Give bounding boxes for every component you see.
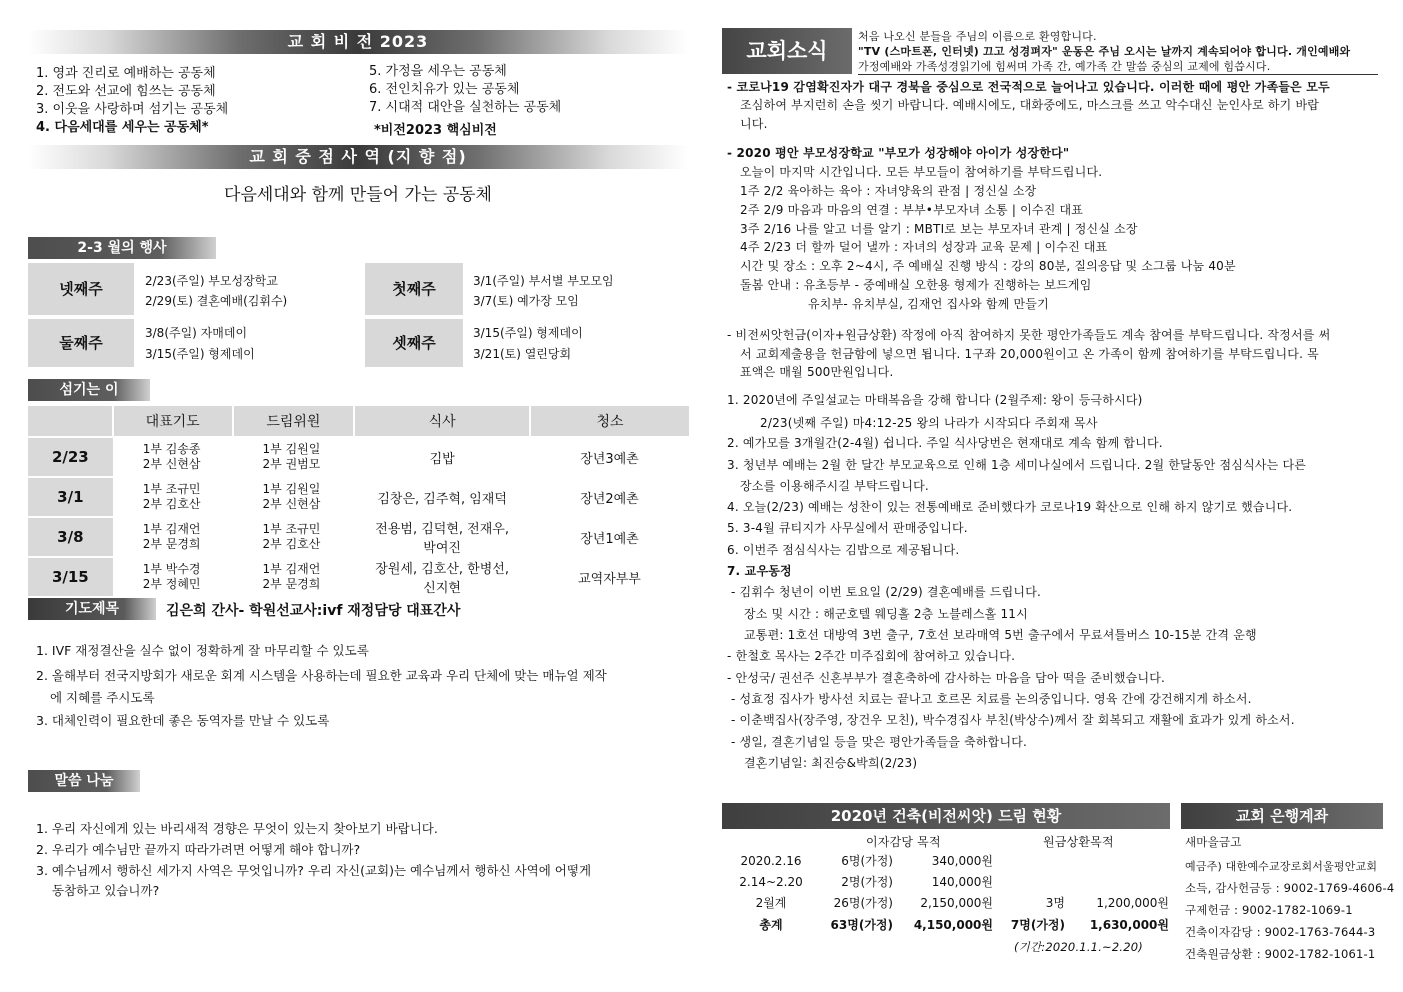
vision-title: 교 회 비 전 2023	[287, 32, 429, 51]
school-title: - 2020 평안 부모성장학교 "부모가 성장해야 아이가 성장한다"	[727, 146, 1070, 160]
bank-account: 소득, 감사헌금등 : 9002-1769-4606-4	[1185, 881, 1395, 895]
news-line: 1. 2020년에 주일설교는 마태복음을 강해 합니다 (2월주제: 왕이 등극하시다)	[727, 393, 1143, 407]
a-count: 6명(가정)	[841, 854, 893, 868]
news-line: - 성효정 집사가 방사선 치료는 끝나고 호르몬 치료를 논의중입니다. 영육 간에 강건해지게 하소서.	[731, 692, 1252, 706]
week-label: 넷째주	[28, 263, 134, 315]
news-line: 6. 이번주 점심식사는 김밥으로 제공됩니다.	[727, 543, 960, 557]
row-meal: 장원세, 김호산, 한병선, 신지현	[354, 557, 530, 596]
building-col-b: 원금상환목적	[1043, 835, 1114, 849]
intro-line: "TV (스마트폰, 인터넷) 끄고 성경펴자" 운동은 주님 오시는 날까지 계속되어야 합니다. 개인예배와	[858, 45, 1351, 58]
dream-2: 2부 신현삼	[262, 497, 321, 511]
servers-table	[28, 406, 689, 596]
table-row	[722, 850, 1170, 871]
row-dream	[233, 437, 355, 477]
dream-1: 1부 김원일	[262, 482, 321, 496]
building-title: 2020년 건축(비전씨앗) 드림 현황	[830, 807, 1062, 825]
row-clean: 장년2예촌	[530, 477, 689, 517]
period: 2.14~2.20	[739, 874, 803, 889]
servers-header-row	[28, 406, 689, 437]
news-line: 결혼기념일: 최진승&박희(2/23)	[744, 756, 918, 770]
prayer-1: 1부 김재언	[142, 522, 201, 536]
events-title: 2-3 월의 행사	[28, 237, 216, 259]
dream-1: 1부 김재언	[262, 562, 321, 576]
event-line: 2/29(토) 결혼예배(김휘수)	[145, 294, 288, 308]
school-line: 유치부- 유치부실, 김재언 집사와 함께 만들기	[808, 297, 1049, 311]
prayer-title: 기도제목	[28, 598, 156, 620]
event-line: 3/21(토) 열린당회	[473, 347, 572, 361]
school-line: 4주 2/23 더 할까 덜어 낼까 : 자녀의 성장과 교육 문제 | 이수진 대표	[740, 240, 1108, 254]
row-prayer	[113, 477, 233, 517]
table-row	[722, 871, 1170, 892]
dream-2: 2부 권범모	[262, 457, 321, 471]
table-row	[28, 557, 689, 596]
prayer-2: 2부 김호산	[142, 497, 201, 511]
event-line: 3/8(주일) 자매데이	[145, 326, 248, 340]
news-line: 2/23(넷째 주일) 마4:12-25 왕의 나라가 시작되다 주회재 목사	[760, 416, 1098, 430]
prayer-1: 1부 김송종	[142, 442, 201, 456]
vision-item: 7. 시대적 대안을 실천하는 공동체	[369, 100, 562, 115]
building-note: (기간:2020.1.1.~2.20)	[1014, 940, 1143, 954]
vision-item: 6. 전인치유가 있는 공동체	[369, 82, 520, 97]
event-line: 3/7(토) 예가장 모임	[473, 294, 579, 308]
prayer-2: 2부 문경희	[142, 537, 201, 551]
news-line: 4. 오늘(2/23) 예배는 성찬이 있는 전통예배로 준비했다가 코로나19 확산으로 인해 하지 않기로 했습니다.	[727, 500, 1293, 514]
week-label: 둘째주	[28, 319, 134, 367]
bank-title-bar	[1181, 803, 1383, 829]
a-count: 2명(가정)	[841, 875, 893, 889]
sharing-item: 2. 우리가 예수님만 끝까지 따라가려면 어떻게 해야 합니까?	[36, 842, 361, 857]
news-line: - 생일, 결혼기념일 등을 맞은 평안가족들을 축하합니다.	[731, 735, 1028, 749]
vision-item: 3. 이웃을 사랑하며 섬기는 공동체	[36, 102, 229, 117]
event-line: 3/1(주일) 부서별 부모모임	[473, 274, 614, 288]
row-dream	[233, 477, 355, 517]
vision-item: 1. 영과 진리로 예배하는 공동체	[36, 66, 216, 81]
prayer-2: 2부 신현삼	[142, 457, 201, 471]
event-line: 3/15(주일) 형제데이	[473, 326, 583, 340]
row-date: 3/8	[28, 517, 113, 557]
prayer-item: 에 지혜를 주시도록	[50, 690, 155, 705]
dream-2: 2부 김호산	[262, 537, 321, 551]
sharing-item: 동참하고 있습니까?	[52, 883, 160, 898]
header-meal: 식사	[354, 406, 530, 437]
event-line: 3/15(주일) 형제데이	[145, 347, 255, 361]
news-line: 7. 교우동정	[727, 564, 792, 578]
bank-account: 건축원금상환 : 9002-1782-1061-1	[1185, 947, 1376, 961]
row-meal: 김밥	[354, 437, 530, 477]
dream-2: 2부 문경희	[262, 577, 321, 591]
b-amount: 1,200,000원	[1096, 896, 1169, 910]
news-line: 니다.	[740, 117, 768, 131]
prayer-item: 2. 올해부터 전국지방회가 새로운 회계 시스템을 사용하는데 필요한 교육과 우리 단체에 맞는 매뉴얼 제작	[36, 668, 607, 683]
table-row	[722, 892, 1170, 913]
b-amount	[1066, 871, 1170, 892]
sharing-item: 3. 예수님께서 행하신 세가지 사역은 무엇입니까? 우리 자신(교회)는 예수님께서 행하신 사역에 어떻게	[36, 863, 592, 878]
a-amount: 340,000원	[931, 854, 993, 868]
intro-line: 가정예배와 가족성경읽기에 힘써며 가족 간, 예가족 간 말씀 중심의 교제에 힘씁시다.	[858, 60, 1271, 73]
school-line: 3주 2/16 나를 알고 너를 알기 : MBTI로 보는 부모자녀 관계 | 정신실 소장	[740, 222, 1138, 236]
bank-account: 건축이자감당 : 9002-1763-7644-3	[1185, 925, 1376, 939]
bank-title: 교회 은행계좌	[1235, 807, 1329, 825]
header-blank	[28, 406, 113, 437]
prayer-subject: 김은희 간사- 학원선교사:ivf 재정담당 대표간사	[166, 603, 461, 619]
servers-title: 섬기는 이	[28, 379, 150, 401]
prayer-2: 2부 정혜민	[142, 577, 201, 591]
news-line: - 비전씨앗헌금(이자+원금상환) 작정에 아직 참여하지 못한 평안가족들도 계속 참여를 부탁드립니다. 작정서를 써	[727, 328, 1331, 342]
vision-item-core: 4. 다음세대를 세우는 공동체*	[36, 120, 209, 135]
b-count	[994, 871, 1066, 892]
prayer-1: 1부 조규민	[142, 482, 201, 496]
period: 2월계	[755, 896, 787, 910]
vision-title-bar	[28, 30, 688, 54]
prayer-item: 1. IVF 재정결산을 실수 없이 정확하게 잘 마무리할 수 있도록	[36, 643, 369, 658]
news-line: 2. 예가모를 3개월간(2-4월) 쉽니다. 주일 식사당번은 현재대로 계속 함께 합니다.	[727, 436, 1163, 450]
sharing-item: 1. 우리 자신에게 있는 바리새적 경향은 무엇이 있는지 찾아보기 바랍니다.	[36, 821, 438, 836]
event-line: 2/23(주일) 부모성장학교	[145, 274, 278, 288]
dream-1: 1부 김원일	[262, 442, 321, 456]
row-prayer	[113, 437, 233, 477]
school-line: 오늘이 마지막 시간입니다. 모든 부모들이 참여하기를 부탁드립니다.	[740, 165, 1103, 179]
b-count: 7명(가정)	[1010, 917, 1065, 932]
a-amount: 140,000원	[931, 875, 993, 889]
news-line: - 한철호 목사는 2주간 미주집회에 참여하고 있습니다.	[727, 649, 1016, 663]
building-title-bar	[722, 803, 1170, 829]
row-clean: 장년3예촌	[530, 437, 689, 477]
vision-item: 2. 전도와 선교에 힘쓰는 공동체	[36, 84, 216, 99]
news-line: 장소 및 시간 : 해군호텔 웨딩홀 2층 노블레스홀 11시	[744, 607, 1028, 621]
a-count: 26명(가정)	[833, 896, 893, 910]
header-prayer: 대표기도	[113, 406, 233, 437]
header-clean: 청소	[530, 406, 689, 437]
news-line: - 코로나19 감염확진자가 대구 경북을 중심으로 전국적으로 늘어나고 있습니다. 이러한 때에 평안 가족들은 모두	[727, 80, 1330, 94]
b-amount: 1,630,000원	[1089, 917, 1169, 932]
a-amount: 4,150,000원	[913, 917, 993, 932]
b-count	[994, 850, 1066, 871]
b-amount	[1066, 850, 1170, 871]
building-col-a: 이자감당 목적	[866, 835, 941, 849]
focus-text: 다음세대와 함께 만들어 가는 공동체	[224, 185, 492, 205]
bank-holder: 예금주) 대한예수교장로회서울평안교회	[1185, 860, 1378, 873]
school-line: 돌봄 안내 : 유초등부 - 중예배실 오한용 형제가 진행하는 보드게임	[740, 278, 1092, 292]
focus-title: 교 회 중 점 사 역 (지 향 점)	[249, 147, 467, 166]
bank-account: 구제헌금 : 9002-1782-1069-1	[1185, 903, 1353, 917]
news-line: 5. 3-4월 큐티지가 사무실에서 판매중입니다.	[727, 521, 968, 535]
news-line: - 이춘백집사(장주영, 장건우 모친), 박수경집사 부친(박상수)께서 잘 회복되고 재활에 효과가 있게 하소서.	[731, 713, 1295, 727]
table-row	[28, 437, 689, 477]
b-count: 3명	[1045, 896, 1065, 910]
focus-title-bar	[28, 145, 688, 169]
news-line: 교통편: 1호선 대방역 3번 출구, 7호선 보라매역 5번 출구에서 무료셔틀버스 10-15분 간격 운행	[744, 628, 1257, 642]
prayer-1: 1부 박수경	[142, 562, 201, 576]
news-line: 3. 청년부 예배는 2월 한 달간 부모교육으로 인해 1층 세미나실에서 드립니다. 2월 한달동안 점심식사는 다른	[727, 458, 1307, 472]
row-clean: 교역자부부	[530, 557, 689, 596]
header-dream: 드림위원	[233, 406, 355, 437]
news-title: 교회소식	[746, 39, 828, 63]
news-intro	[858, 28, 1378, 75]
a-amount: 2,150,000원	[920, 896, 993, 910]
vision-item: 5. 가정을 세우는 공동체	[369, 64, 507, 79]
row-dream	[233, 517, 355, 557]
row-date: 3/1	[28, 477, 113, 517]
prayer-item: 3. 대체인력이 필요한데 좋은 동역자를 만날 수 있도록	[36, 713, 330, 728]
news-line: 조심하여 부지런히 손을 씻기 바랍니다. 예배시에도, 대화중에도, 마스크를 쓰고 악수대신 눈인사로 하기 바랍	[740, 98, 1320, 112]
news-line: - 김휘수 청년이 이번 토요일 (2/29) 결혼예배를 드립니다.	[731, 585, 1041, 599]
row-prayer	[113, 517, 233, 557]
dream-1: 1부 조규민	[262, 522, 321, 536]
table-row	[28, 517, 689, 557]
vision-note: *비전2023 핵심비전	[374, 123, 497, 138]
bank-name: 새마을금고	[1185, 835, 1242, 849]
a-count: 63명(가정)	[830, 917, 893, 932]
news-line: 표액은 매월 500만원입니다.	[740, 365, 894, 379]
school-line: 2주 2/9 마음과 마음의 연결 : 부부•부모자녀 소통 | 이수진 대표	[740, 203, 1084, 217]
intro-line: 처음 나오신 분들을 주님의 이름으로 환영합니다.	[858, 30, 1097, 43]
row-date: 2/23	[28, 437, 113, 477]
news-line: 장소를 이용해주시길 부탁드립니다.	[740, 479, 929, 493]
school-line: 시간 및 장소 : 오후 2~4시, 주 예배실 진행 방식 : 강의 80분, 질의응답 및 소그룹 나눔 40분	[740, 259, 1236, 273]
table-row-total	[722, 913, 1170, 935]
row-prayer	[113, 557, 233, 596]
week-label: 셋째주	[365, 319, 463, 367]
school-line: 1주 2/2 육아하는 육아 : 자녀양육의 관점 | 정신실 소장	[740, 184, 1037, 198]
news-line: 서 교회제출용을 헌금함에 넣으면 됩니다. 1구좌 20,000원이고 온 가족이 함께 참여하기를 부탁드립니다. 목	[740, 347, 1319, 361]
table-row	[28, 477, 689, 517]
week-label: 첫째주	[365, 263, 463, 315]
row-meal: 전용범, 김덕현, 전재우, 박여진	[354, 517, 530, 557]
row-dream	[233, 557, 355, 596]
row-clean: 장년1예촌	[530, 517, 689, 557]
building-table	[722, 850, 1170, 935]
period: 총계	[759, 917, 783, 932]
row-date: 3/15	[28, 557, 113, 596]
period: 2020.2.16	[740, 853, 802, 868]
news-line: - 안성국/ 권선주 신혼부부가 결혼축하에 감사하는 마음을 담아 떡을 준비했습니다.	[727, 671, 1166, 685]
sharing-title: 말씀 나눔	[28, 770, 140, 792]
row-meal: 김창은, 김주혁, 임재덕	[354, 477, 530, 517]
news-title-box	[722, 28, 852, 74]
